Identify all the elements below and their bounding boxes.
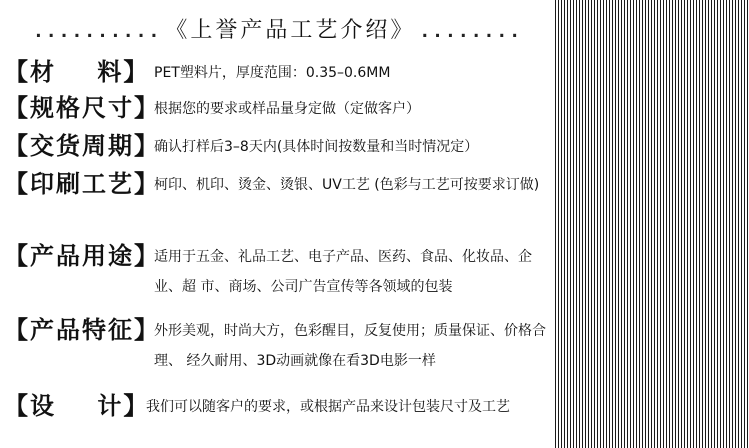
header-dots-right: ........ [419, 20, 523, 42]
row-label: 【印刷工艺】 [4, 170, 160, 198]
row-label: 【产品用途】 [4, 242, 160, 270]
row-printing [4, 168, 552, 200]
row-material [4, 56, 552, 88]
row-value: PET塑料片，厚度范围：0.35–0.6MM [154, 65, 391, 81]
row-value: 确认打样后3–8天内(具体时间按数量和当时情况定） [154, 139, 479, 155]
row-value: 我们可以随客户的要求，或根据产品来设计包装尺寸及工艺 [146, 399, 510, 415]
row-value: 柯印、机印、烫金、烫银、UV工艺 (色彩与工艺可按要求订做) [154, 177, 540, 193]
row-label: 【设 计】 [4, 392, 150, 420]
row-value: 适用于五金、礼品工艺、电子产品、医药、食品、化妆品、企业、超 市、商场、公司广告宣传等各领域的包装 [154, 249, 532, 295]
striped-background-panel [555, 0, 749, 448]
row-value: 根据您的要求或样品量身定做（定做客户） [154, 101, 420, 117]
row-value: 外形美观，时尚大方，色彩醒目，反复使用；质量保证、价格合理、 经久耐用、3D动画就像在看3D电影一样 [154, 323, 546, 369]
row-size [4, 92, 552, 124]
section-header [0, 8, 555, 48]
row-label: 【产品特征】 [4, 316, 160, 344]
header-dots-left: .......... [32, 20, 162, 42]
row-label: 【材 料】 [4, 58, 150, 86]
row-usage [4, 240, 552, 302]
row-label: 【规格尺寸】 [4, 94, 160, 122]
row-label: 【交货周期】 [4, 132, 160, 160]
row-design [4, 390, 552, 422]
row-features [4, 314, 552, 376]
page-title: 《上誉产品工艺介绍》 [165, 17, 416, 43]
row-delivery [4, 130, 552, 162]
